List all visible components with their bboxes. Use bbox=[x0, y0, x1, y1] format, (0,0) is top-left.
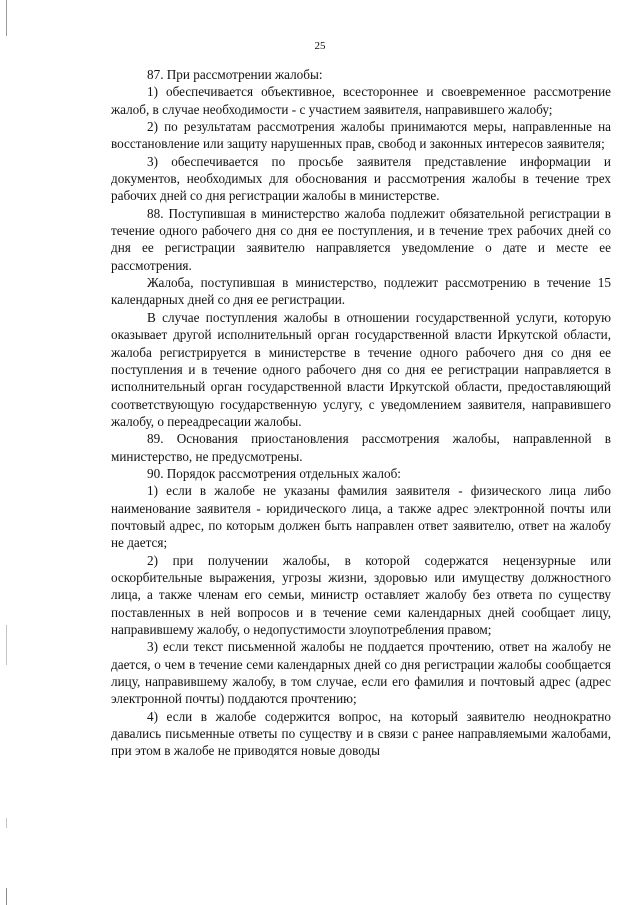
paragraph: 1) обеспечивается объективное, всестороннее и своевременное рассмотрение жалоб, в случае необходимости - с участием заявителя, направившего жалобу; bbox=[111, 84, 611, 117]
paragraph: 2) при получении жалобы, в которой содержатся нецензурные или оскорбительные выражения, угрозы жизни, здоровью или имуществу должностного лица, а также членам его семьи, министр оставляет жалобу без ответа по существу поставленных в ней вопросов и в течение семи календарных дней сообщает лицу, направившему жалобу, о недопустимости злоупотребления правом; bbox=[111, 552, 611, 637]
paragraph: 88. Поступившая в министерство жалоба подлежит обязательной регистрации в течение одного рабочего дня со дня ее поступления, и в течение трех рабочих дней со дня ее регистрации заявителю направляется уведомление о дате и месте ее рассмотрения. bbox=[111, 205, 611, 273]
paragraph: 1) если в жалобе не указаны фамилия заявителя - физического лица либо наименование заявителя - юридического лица, а также адрес электронной почты или почтовый адрес, по которым должен быть направлен ответ заявителю, ответ на жалобу не дается; bbox=[111, 483, 611, 551]
paragraph: В случае поступления жалобы в отношении государственной услуги, которую оказывает другой исполнительный орган государственной власти Иркутской области, жалоба регистрируется в министерстве в течение одного рабочего дня со дня ее поступления и в течение одного рабочего дня со дня ее регистрации направляется в исполнительный орган государственной власти Иркутской области, предоставляющий соответствующую государственную услугу, с уведомлением заявителя, направившего жалобу, о переадресации жалобы. bbox=[111, 309, 611, 429]
paragraph: Жалоба, поступившая в министерство, подлежит рассмотрению в течение 15 календарных дней со дня ее регистрации. bbox=[111, 275, 611, 308]
paragraph: 3) если текст письменной жалобы не поддается прочтению, ответ на жалобу не дается, о чем в течение семи календарных дней со дня регистрации жалобы сообщается лицу, направившему жалобу, в том случае, если его фамилия и почтовый адрес (адрес электронной почты) поддаются прочтению; bbox=[111, 639, 611, 707]
scan-edge-mark bbox=[6, 625, 7, 665]
paragraph: 87. При рассмотрении жалобы: bbox=[147, 67, 323, 82]
scan-edge-mark bbox=[6, 888, 7, 905]
paragraph: 90. Порядок рассмотрения отдельных жалоб: bbox=[147, 465, 401, 481]
paragraph: 3) обеспечивается по просьбе заявителя представление информации и документов, необходимых для обоснования и рассмотрения жалобы в течение трех рабочих дней со дня регистрации жалобы в министерстве. bbox=[111, 153, 611, 204]
page-number: 25 bbox=[314, 40, 326, 52]
paragraph: 89. Основания приостановления рассмотрения жалобы, направленной в министерство, не предусмотрены. bbox=[111, 431, 611, 464]
scan-edge-mark bbox=[6, 0, 7, 36]
paragraph: 4) если в жалобе содержится вопрос, на который заявителю неоднократно давались письменные ответы по существу и в связи с ранее направляемыми жалобами, при этом в жалобе не приводятся новые доводы bbox=[111, 708, 611, 759]
scan-edge-mark bbox=[6, 818, 7, 828]
paragraph: 2) по результатам рассмотрения жалобы принимаются меры, направленные на восстановление или защиту нарушенных прав, свобод и законных интересов заявителя; bbox=[111, 119, 611, 152]
document-body bbox=[111, 66, 611, 760]
